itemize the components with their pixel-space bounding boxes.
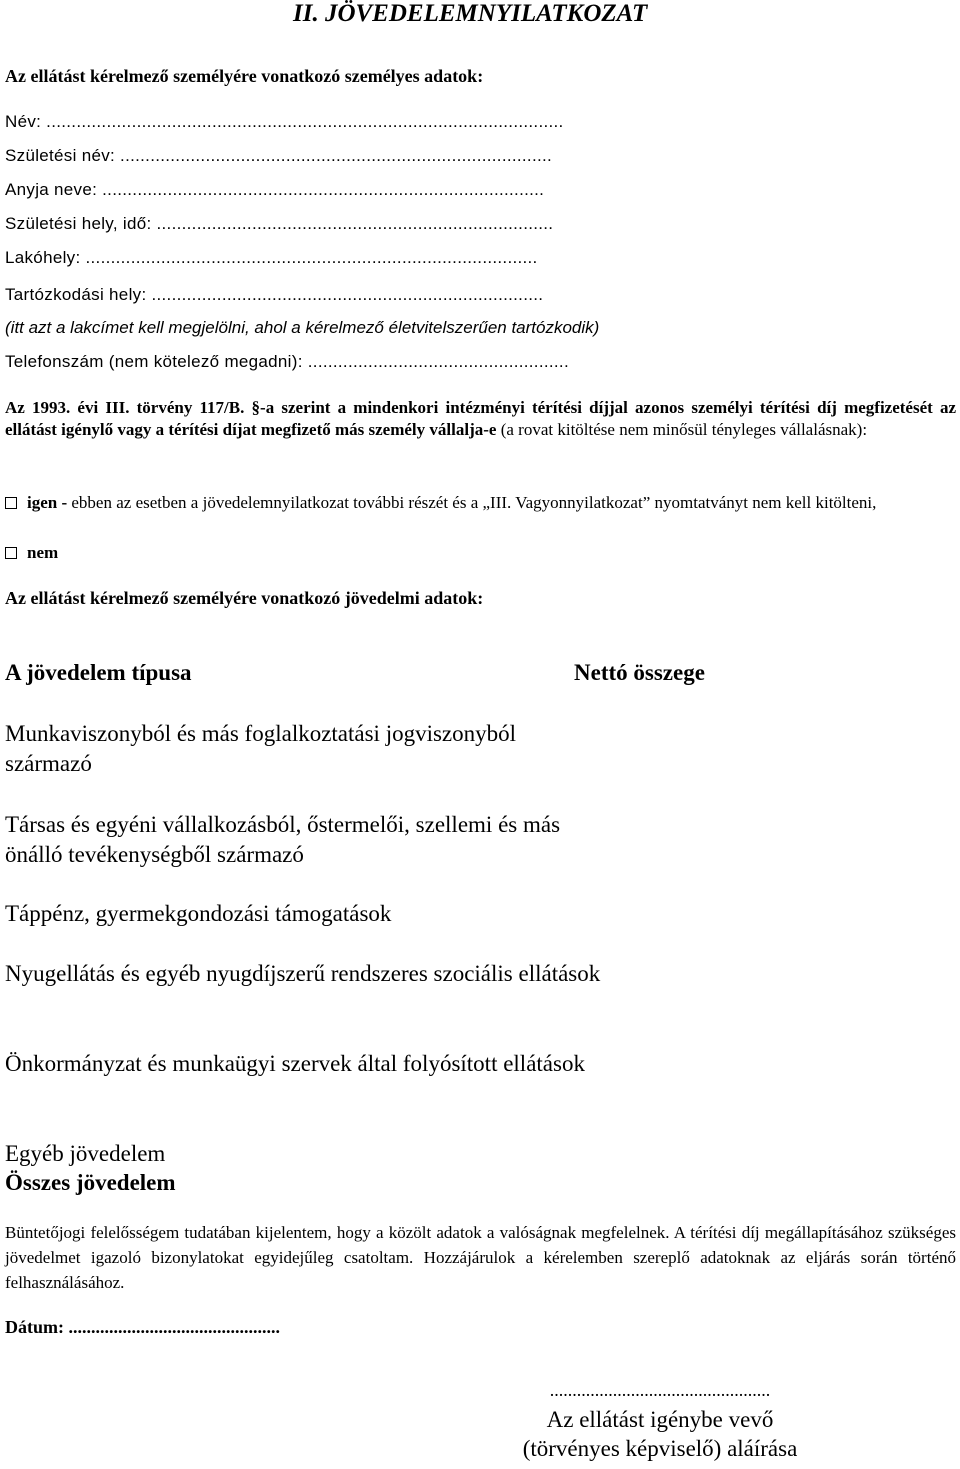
no-checkbox[interactable] — [5, 547, 17, 559]
income-amount-header: Nettó összege — [574, 660, 705, 685]
declaration-text: Büntetőjogi felelősségem tudatában kijelentem, hogy a közölt adatok a valóságnak megfelelnek. A térítési díj megállapításához szükséges jövedelmet igazoló bizonylatokat egyidejűleg csatoltam. Hozzájárulok a kérelemben szereplő adatoknak az eljárás során történő felhasználásához. — [5, 1223, 956, 1292]
income-row-other: Egyéb jövedelem — [5, 1141, 166, 1166]
date-field[interactable]: Dátum: ............................................... — [5, 1317, 280, 1337]
option-yes-text: ebben az esetben a jövedelemnyilatkozat további részét és a „III. Vagyonnyilatkozat” nyomtatványt nem kell kitölteni, — [71, 493, 877, 512]
law-paragraph — [5, 397, 956, 441]
name-field[interactable]: Név: ....................................................................................................... — [5, 112, 564, 131]
residence-field[interactable]: Lakóhely: .......................................................................................... — [5, 248, 538, 267]
income-total: Összes jövedelem — [5, 1170, 176, 1195]
birth-name-field[interactable]: Születési név: ...................................................................................... — [5, 146, 553, 165]
yes-checkbox[interactable] — [5, 497, 17, 509]
income-type-header: A jövedelem típusa — [5, 660, 192, 685]
income-heading: Az ellátást kérelmező személyére vonatkozó jövedelmi adatok: — [5, 588, 484, 608]
signature-line: ................................................. — [549, 1380, 771, 1400]
page-title: II. JÖVEDELEMNYILATKOZAT — [293, 0, 648, 27]
stay-place-field[interactable]: Tartózkodási hely: .............................................................................. — [5, 285, 544, 304]
birth-place-date-field[interactable]: Születési hely, idő: ............................................................................... — [5, 214, 554, 233]
option-no[interactable] — [5, 542, 956, 564]
phone-field[interactable]: Telefonszám (nem kötelező megadni): .................................................... — [5, 352, 569, 371]
income-row-employment: Munkaviszonyból és más foglalkoztatási jogviszonyból származó — [5, 721, 517, 776]
personal-data-heading: Az ellátást kérelmező személyére vonatkozó személyes adatok: — [5, 66, 484, 86]
income-row-municipal: Önkormányzat és munkaügyi szervek által folyósított ellátások — [5, 1051, 585, 1076]
law-paragraph-bold: Az 1993. évi III. törvény 117/B. §-a szerint a mindenkori intézményi térítési díjjal azonos személyi térítési díj megfizetését az ellátást igénylő vagy a térítési díjat megfizető más személy vállalja-e — [5, 398, 956, 439]
stay-place-note: (itt azt a lakcímet kell megjelölni, ahol a kérelmező életvitelszerűen tartózkodik) — [5, 318, 600, 337]
mother-name-field[interactable]: Anyja neve: ........................................................................................ — [5, 180, 545, 199]
option-yes[interactable] — [5, 492, 956, 514]
signature-label-1: Az ellátást igénybe vevő — [546, 1407, 774, 1432]
law-paragraph-normal: (a rovat kitöltése nem minősül tényleges vállalásnak): — [500, 420, 868, 439]
option-yes-label: igen - — [27, 493, 68, 512]
option-no-label: nem — [27, 543, 59, 562]
income-row-business: Társas és egyéni vállalkozásból, őstermelői, szellemi és más önálló tevékenységből származó — [5, 812, 561, 867]
income-row-sick-pay: Táppénz, gyermekgondozási támogatások — [5, 901, 392, 926]
income-row-pension: Nyugellátás és egyéb nyugdíjszerű rendszeres szociális ellátások — [5, 961, 601, 986]
signature-label-2: (törvényes képviselő) aláírása — [522, 1436, 798, 1461]
